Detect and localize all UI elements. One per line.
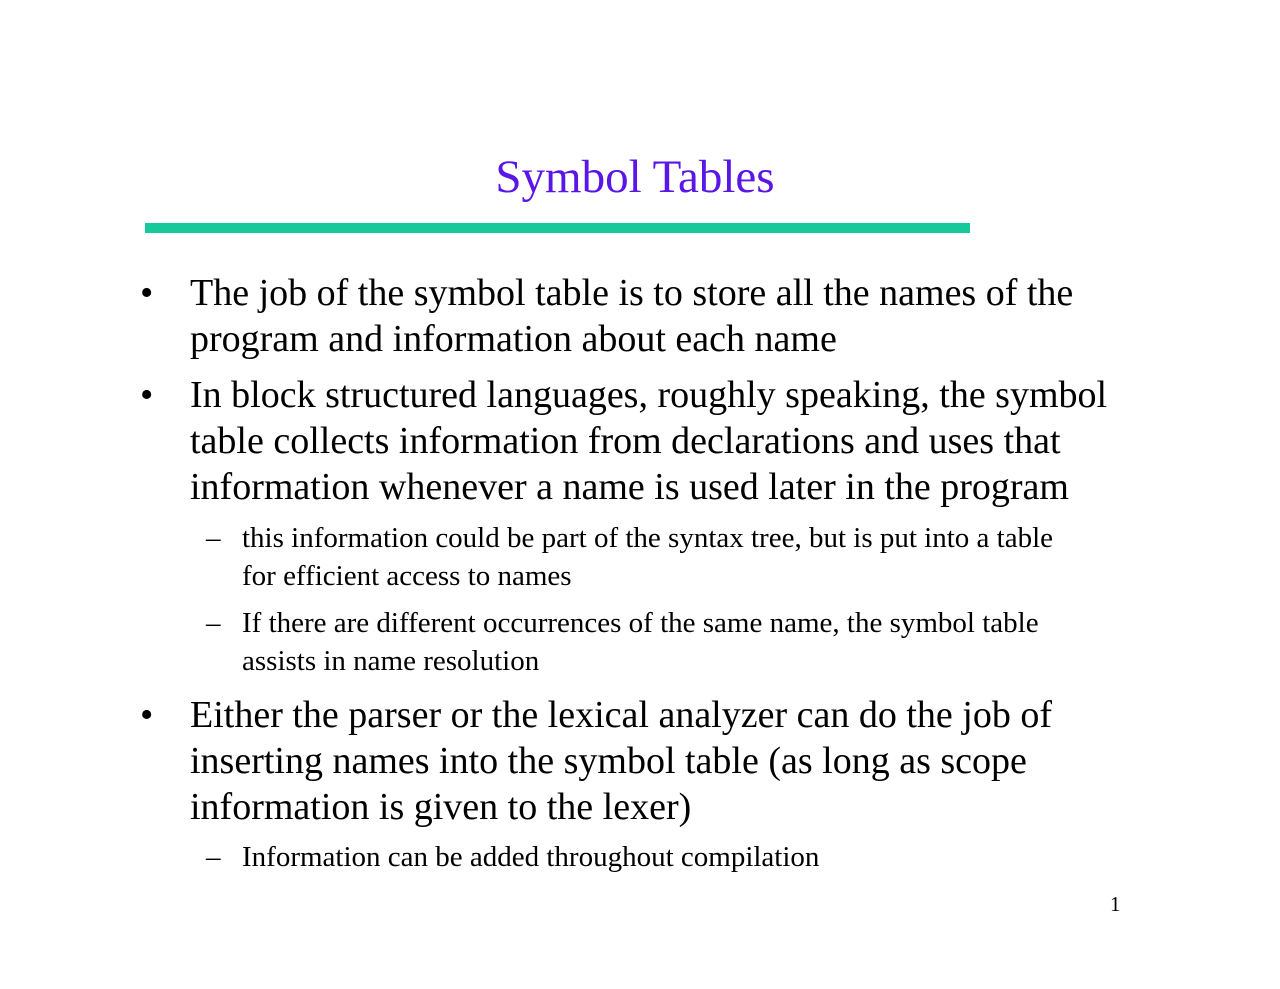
sub-bullet-line: If there are different occurrences of the same name, the symbol table [242,607,1039,639]
slide-title: Symbol Tables [495,151,775,203]
page-number: 1 [1110,892,1121,916]
sub-bullet-text [242,604,1182,680]
bullet-line: inserting names into the symbol table (as long as scope [190,740,1027,782]
bullet-icon: • [140,374,154,416]
bullet-line: information is given to the lexer) [190,786,692,828]
sub-bullet-line: this information could be part of the syntax tree, but is put into a table [242,522,1054,554]
dash-icon: – [206,607,221,639]
sub-bullet-text [242,838,1182,876]
sub-bullet-line: assists in name resolution [242,645,540,677]
dash-icon: – [206,841,221,873]
sub-bullet-text [242,519,1182,595]
bullet-text [190,692,1190,830]
sub-bullet-line: for efficient access to names [242,560,572,592]
sub-bullet-line: Information can be added throughout compilation [242,841,820,873]
title-underline [145,223,970,233]
bullet-line: table collects information from declarations and uses that [190,420,1061,462]
bullet-line: program and information about each name [190,318,837,360]
dash-icon: – [206,522,221,554]
bullet-text [190,372,1190,510]
bullet-icon: • [140,272,154,314]
bullet-line: Either the parser or the lexical analyzer can do the job of [190,694,1052,736]
bullet-line: information whenever a name is used later in the program [190,466,1069,508]
bullet-icon: • [140,694,154,736]
bullet-line: The job of the symbol table is to store all the names of the [190,272,1074,314]
bullet-text [190,270,1190,362]
bullet-line: In block structured languages, roughly speaking, the symbol [190,374,1108,416]
